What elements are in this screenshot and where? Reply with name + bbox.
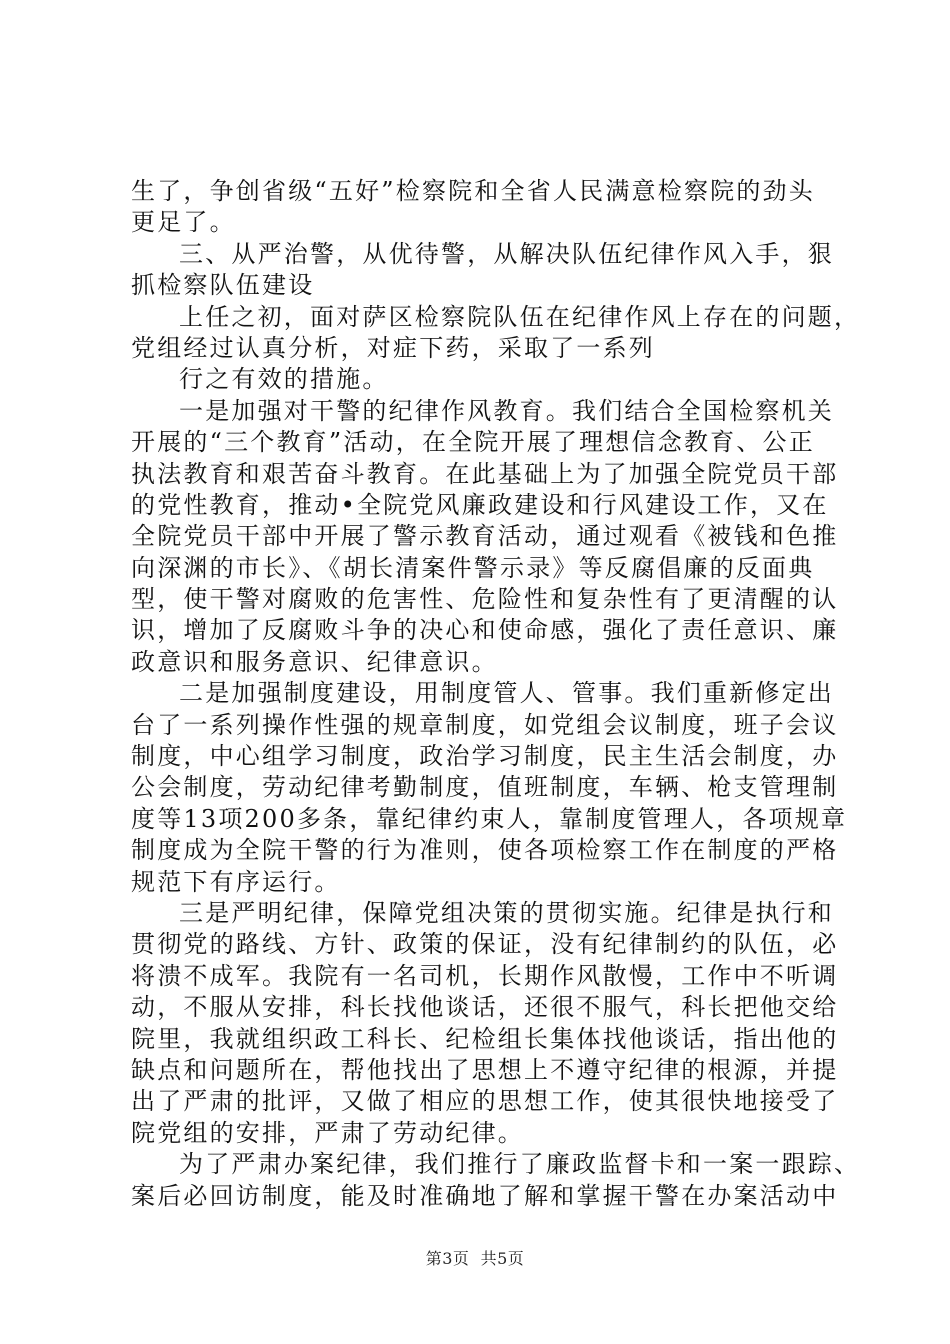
text-line: 生了，争创省级“五好”检察院和全省人民满意检察院的劲头 — [131, 177, 815, 205]
text-line: 制度成为全院干警的行为准则，使各项检察工作在制度的严格 — [131, 836, 839, 865]
text-line: 全院党员干部中开展了警示教育活动，通过观看《被钱和色推 — [131, 522, 839, 551]
text-line: 抓检察队伍建设 — [131, 271, 315, 300]
text-line: 二是加强制度建设，用制度管人、管事。我们重新修定出 — [179, 679, 834, 708]
page-number-label: 第3页 共5页 — [425, 1249, 525, 1268]
text-line: 台了一系列操作性强的规章制度，如党组会议制度，班子会议 — [131, 710, 839, 739]
text-line: 案后必回访制度，能及时准确地了解和掌握干警在办案活动中 — [131, 1181, 839, 1210]
text-line: 制度，中心组学习制度，政治学习制度，民主生活会制度，办 — [131, 742, 839, 771]
text-line: 开展的“三个教育”活动，在全院开展了理想信念教育、公正 — [131, 428, 815, 457]
text-line: 院里，我就组织政工科长、纪检组长集体找他谈话，指出他的 — [131, 1024, 839, 1053]
text-line: 政意识和服务意识、纪律意识。 — [131, 647, 498, 676]
text-line: 一是加强对干警的纪律作风教育。我们结合全国检察机关 — [179, 396, 834, 425]
text-line: 执法教育和艰苦奋斗教育。在此基础上为了加强全院党员干部 — [131, 459, 839, 488]
text-line: 院党组的安排，严肃了劳动纪律。 — [131, 1118, 524, 1147]
text-line: 更足了。 — [131, 208, 236, 237]
text-line: 识，增加了反腐败斗争的决心和使命感，强化了责任意识、廉 — [131, 616, 839, 645]
text-line: 动，不服从安排，科长找他谈话，还很不服气，科长把他交给 — [131, 993, 839, 1022]
text-line: 公会制度，劳动纪律考勤制度，值班制度，车辆、枪支管理制 — [131, 773, 839, 802]
text-line: 的党性教育，推动•全院党风廉政建设和行风建设工作，又在 — [131, 490, 829, 519]
text-line: 度等13项200多条，靠纪律约束人，靠制度管理人，各项规章 — [131, 804, 848, 833]
text-line: 将溃不成军。我院有一名司机，长期作风散慢，工作中不听调 — [131, 961, 839, 990]
text-line: 为了严肃办案纪律，我们推行了廉政监督卡和一案一跟踪、 — [179, 1150, 861, 1179]
text-line: 出了严肃的批评，又做了相应的思想工作，使其很快地接受了 — [131, 1087, 839, 1116]
text-line: 向深渊的市长》、《胡长清案件警示录》等反腐倡廉的反面典 — [131, 553, 815, 582]
text-line: 行之有效的措施。 — [179, 365, 389, 394]
text-line: 规范下有序运行。 — [131, 867, 341, 896]
text-line: 三是严明纪律，保障党组决策的贯彻实施。纪律是执行和 — [179, 898, 834, 927]
text-line: 缺点和问题所在，帮他找出了思想上不遵守纪律的根源，并提 — [131, 1055, 839, 1084]
document-body — [131, 176, 861, 1212]
text-line: 三、从严治警，从优待警，从解决队伍纪律作风入手，狠 — [179, 239, 834, 268]
text-line: 党组经过认真分析，对症下药，采取了一系列 — [131, 333, 655, 362]
text-line: 贯彻党的路线、方针、政策的保证，没有纪律制约的队伍，必 — [131, 930, 839, 959]
text-line: 上任之初，面对萨区检察院队伍在纪律作风上存在的问题， — [179, 302, 861, 331]
text-line: 型，使干警对腐败的危害性、危险性和复杂性有了更清醒的认 — [131, 585, 839, 614]
page-footer — [0, 1246, 950, 1269]
